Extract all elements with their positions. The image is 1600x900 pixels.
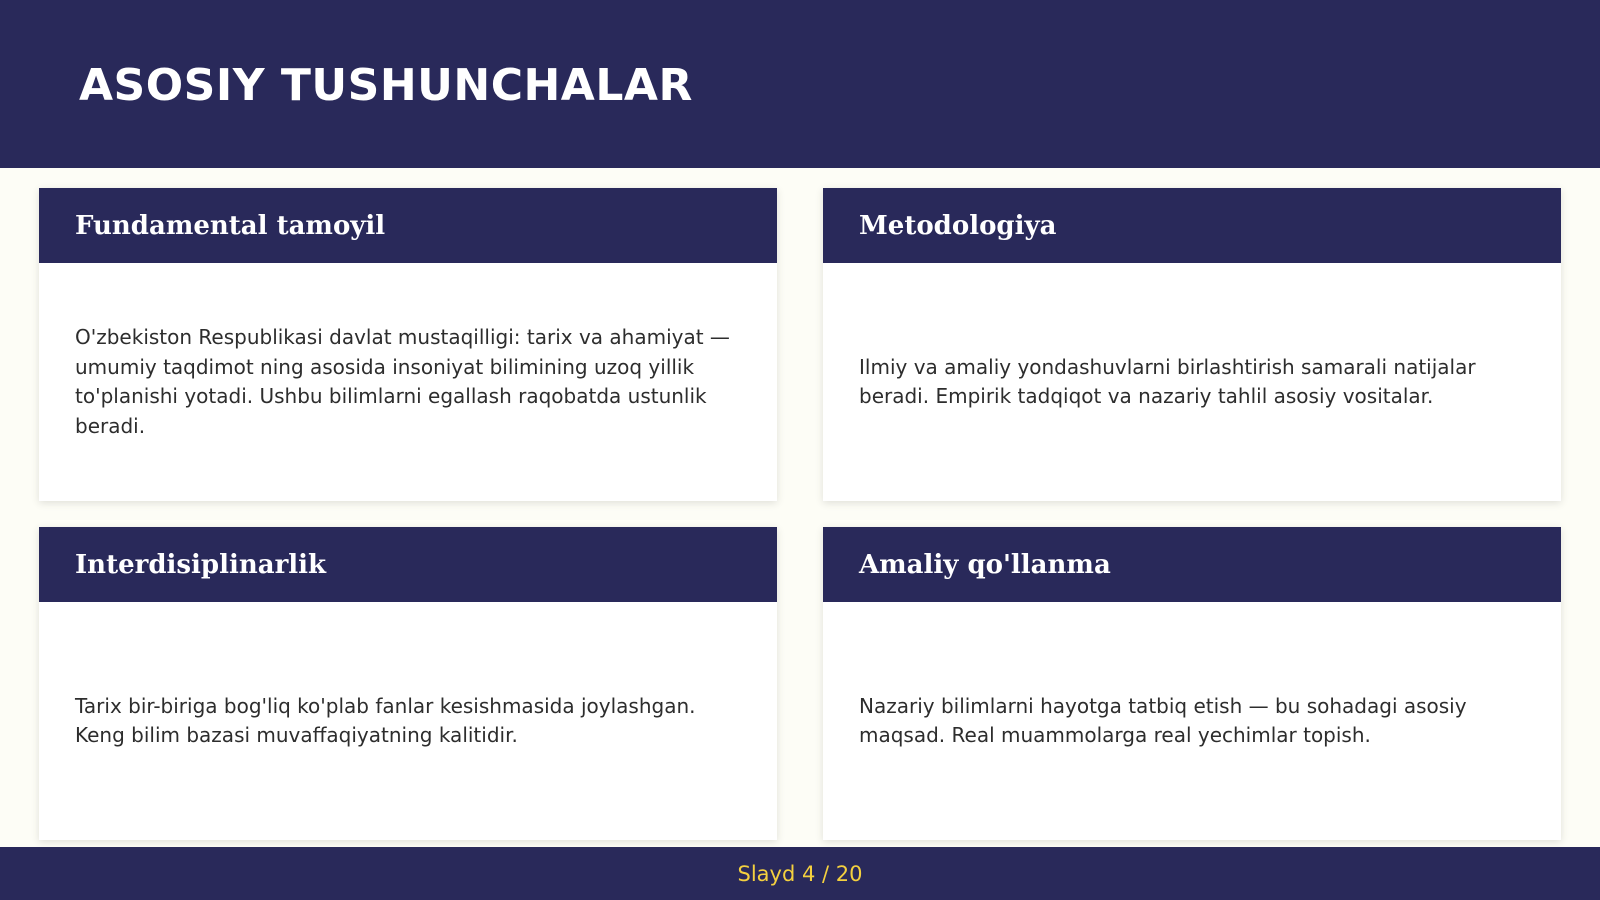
card-title: Amaliy qo'llanma [859,550,1111,580]
card-header [39,188,777,263]
concept-card-interdisciplinary [39,527,777,840]
card-text: Nazariy bilimlarni hayotga tatbiq etish — bu sohadagi asosiy maqsad. Real muammolarga real yechimlar topish. [859,693,1467,747]
page-title: ASOSIY TUSHUNCHALAR [79,60,693,111]
card-title: Interdisiplinarlik [75,550,327,580]
card-text: Tarix bir-biriga bog'liq ko'plab fanlar kesishmasida joylashgan. Keng bilim bazasi muvaffaqiyatning kalitidir. [75,693,696,747]
card-title: Metodologiya [859,211,1057,241]
card-body [39,263,777,501]
card-body [823,602,1561,840]
card-text: Ilmiy va amaliy yondashuvlarni birlashtirish samarali natijalar beradi. Empirik tadqiqot va nazariy tahlil asosiy vositalar. [859,354,1476,408]
card-text: O'zbekiston Respublikasi davlat mustaqilligi: tarix va ahamiyat — umumiy taqdimot ning asosida insoniyat bilimining uzoq yillik to'planishi yotadi. Ushbu bilimlarni egallash raqobatda ustunlik beradi. [75,325,730,438]
card-body [39,602,777,840]
concept-card-methodology [823,188,1561,501]
slide-footer [0,847,1600,900]
concept-card-fundamental [39,188,777,501]
card-header [39,527,777,602]
card-title: Fundamental tamoyil [75,211,386,241]
card-body [823,263,1561,501]
slide-counter: Slayd 4 / 20 [737,861,863,886]
card-header [823,527,1561,602]
slide-header [0,0,1600,168]
concept-card-practical [823,527,1561,840]
card-header [823,188,1561,263]
